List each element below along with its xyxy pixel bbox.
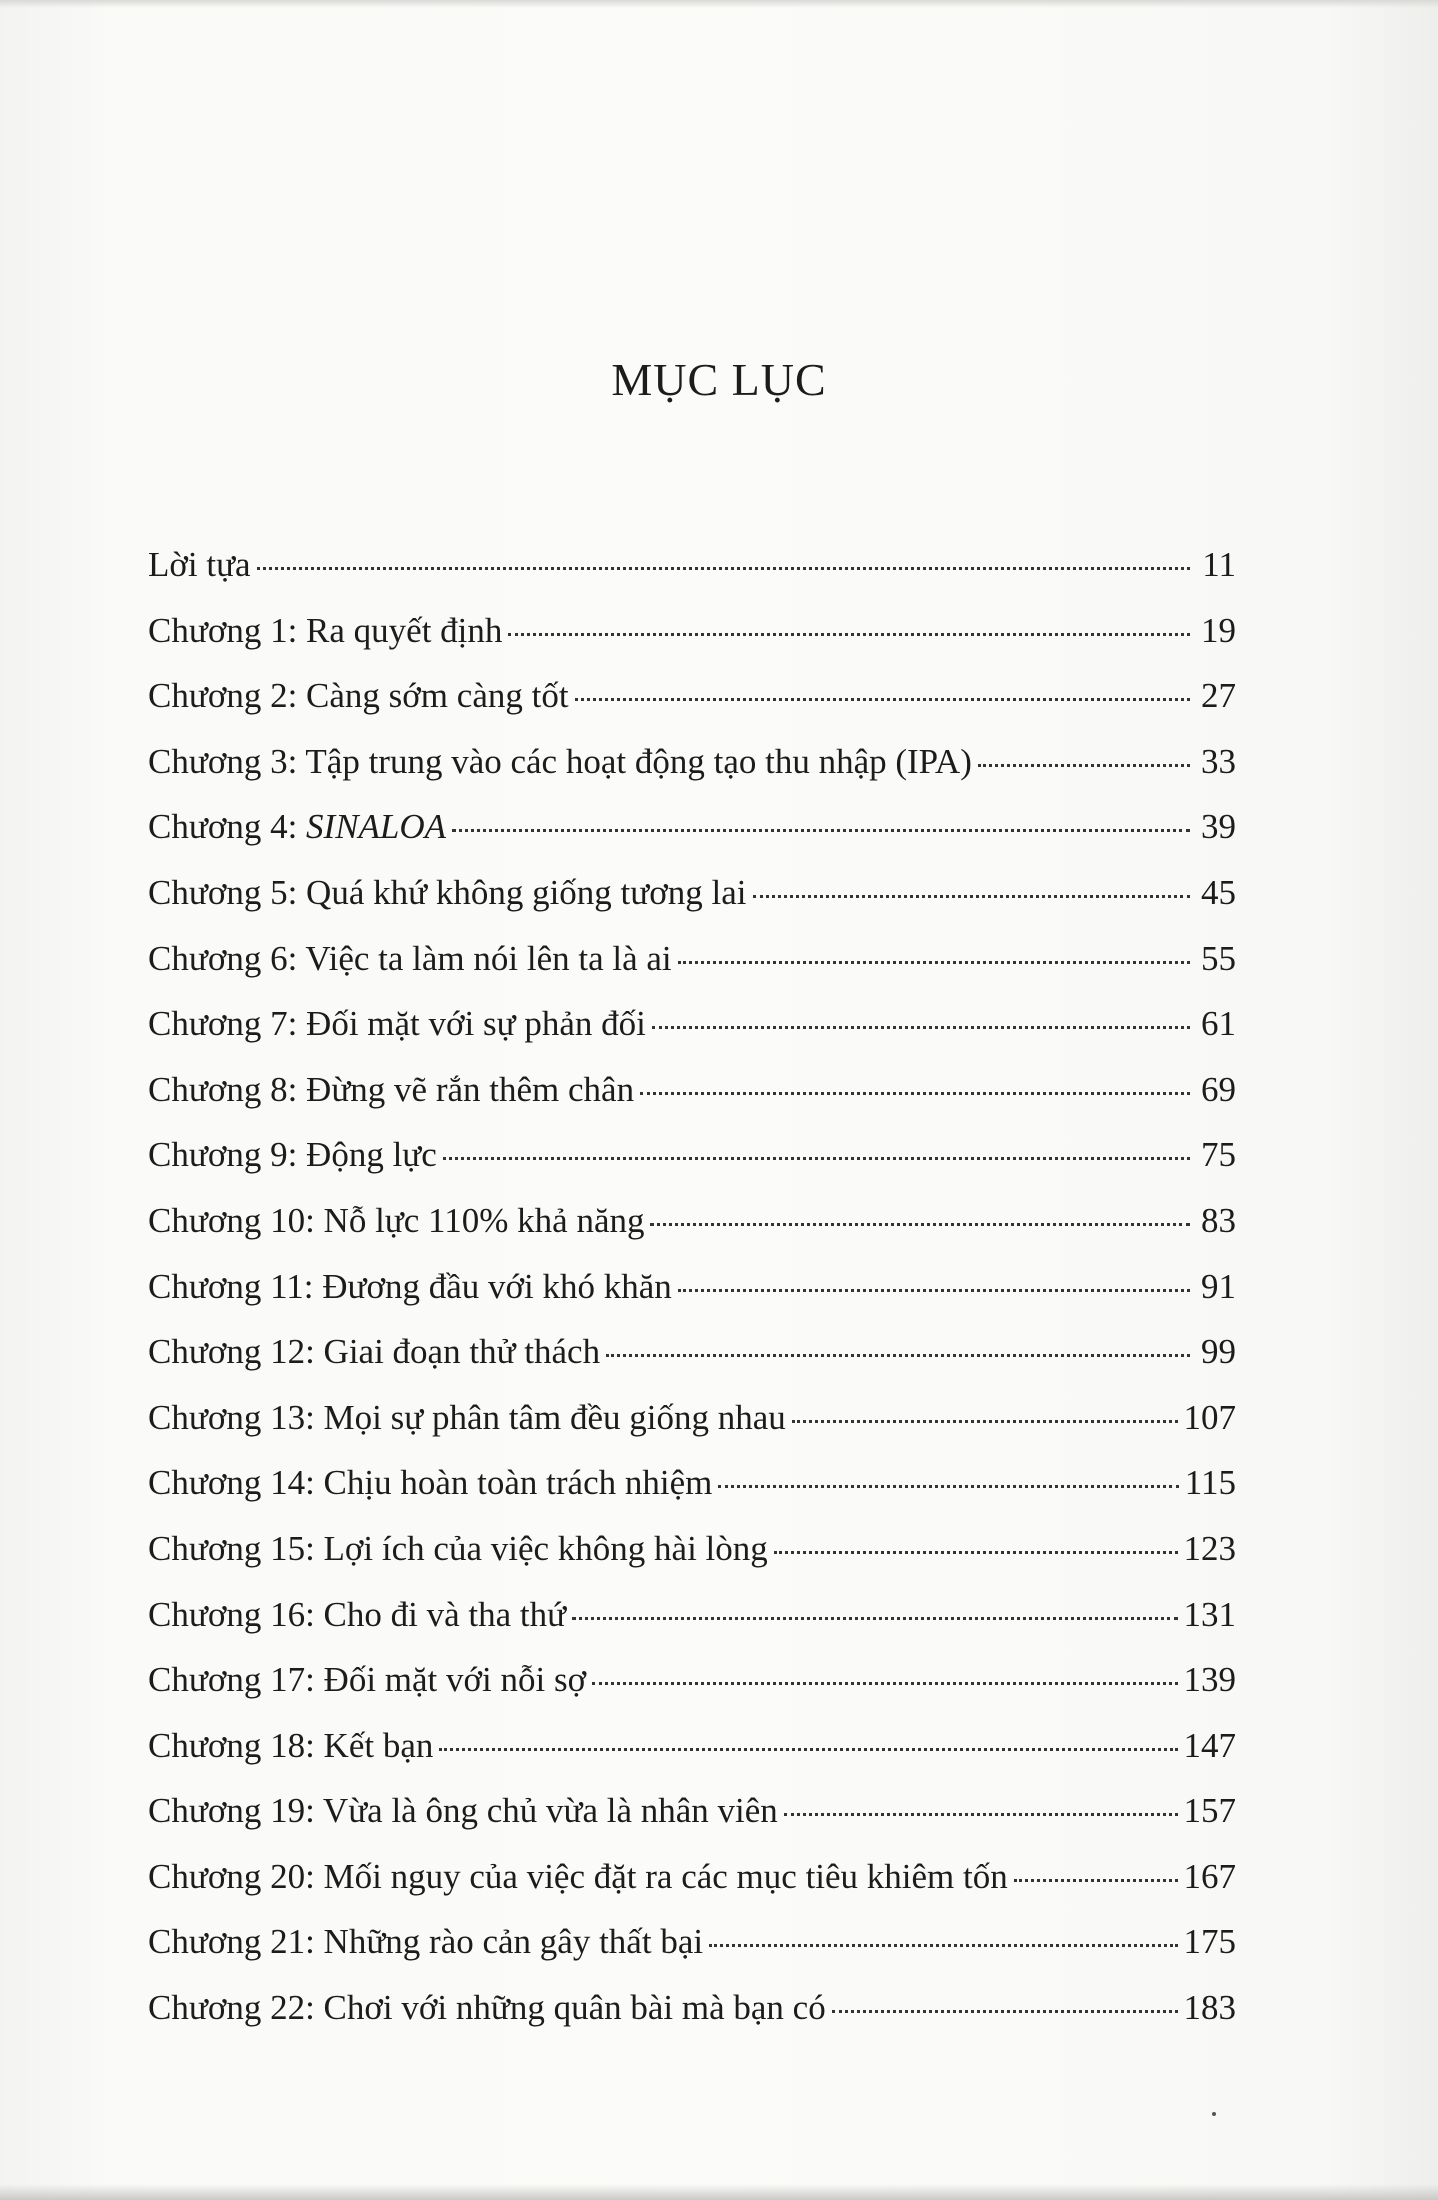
toc-entry-page: 131 — [1183, 1594, 1236, 1634]
dot-leader — [508, 633, 1190, 636]
toc-entry-page: 55 — [1201, 938, 1236, 978]
dot-leader — [257, 567, 1190, 570]
dot-leader — [606, 1354, 1190, 1357]
toc-entry-label: Chương 5: Quá khứ không giống tương lai — [148, 872, 747, 912]
toc-entry-label: Chương 2: Càng sớm càng tốt — [148, 676, 569, 716]
toc-entry-chapter-7 — [148, 991, 1236, 1057]
toc-entry-label: Chương 12: Giai đoạn thử thách — [148, 1332, 601, 1372]
toc-entry-chapter-12 — [148, 1319, 1236, 1385]
toc-entry-chapter-18 — [148, 1713, 1236, 1779]
dot-leader — [1014, 1879, 1178, 1882]
dot-leader — [678, 1289, 1190, 1292]
toc-entry-page: 19 — [1201, 610, 1236, 650]
toc-entry-label: Chương 17: Đối mặt với nỗi sợ — [148, 1660, 587, 1700]
toc-entry-chapter-19 — [148, 1778, 1236, 1844]
toc-entry-page: 83 — [1201, 1200, 1236, 1240]
toc-entry-page: 33 — [1201, 741, 1236, 781]
toc-entry-page: 107 — [1183, 1397, 1236, 1437]
toc-entry-label: Chương 6: Việc ta làm nói lên ta là ai — [148, 938, 672, 978]
toc-entry-page: 157 — [1183, 1791, 1236, 1831]
toc-entry-label: Chương 13: Mọi sự phân tâm đều giống nhau — [148, 1397, 786, 1437]
toc-entry-page: 99 — [1201, 1332, 1236, 1372]
toc-entry-label: Chương 15: Lợi ích của việc không hài lòng — [148, 1528, 768, 1568]
dot-leader — [753, 895, 1191, 898]
toc-entry-page: 183 — [1183, 1988, 1236, 2028]
toc-entry-label: Chương 8: Đừng vẽ rắn thêm chân — [148, 1069, 635, 1109]
toc-entry-page: 123 — [1183, 1528, 1236, 1568]
toc-entry-page: 11 — [1202, 545, 1236, 584]
dot-leader — [572, 1617, 1177, 1620]
toc-entry-label: Chương 20: Mối nguy của việc đặt ra các mục tiêu khiêm tốn — [148, 1856, 1008, 1896]
dot-leader — [439, 1748, 1177, 1751]
dot-leader — [640, 1092, 1190, 1095]
toc-entry-chapter-9 — [148, 1122, 1236, 1188]
toc-entry-page: 27 — [1201, 676, 1236, 716]
toc-entry-label: Chương 7: Đối mặt với sự phản đối — [148, 1004, 646, 1044]
page-bottom-shadow — [0, 2184, 1438, 2200]
dot-leader — [709, 1944, 1177, 1947]
toc-entry-chapter-15 — [148, 1516, 1236, 1582]
toc-entry-page: 39 — [1201, 807, 1236, 847]
toc-entry-page: 91 — [1201, 1266, 1236, 1306]
dot-leader — [452, 829, 1190, 832]
toc-entry-page: 61 — [1201, 1004, 1236, 1044]
toc-entry-chapter-6 — [148, 926, 1236, 992]
toc-entry-chapter-2 — [148, 663, 1236, 729]
toc-entry-label: Chương 3: Tập trung vào các hoạt động tạo thu nhập (IPA) — [148, 741, 972, 781]
page-title: MỤC LỤC — [611, 354, 827, 405]
toc-entry-chapter-3 — [148, 729, 1236, 795]
dot-leader — [575, 698, 1190, 701]
toc-entry-preface — [148, 532, 1236, 598]
toc-entry-label: Chương 11: Đương đầu với khó khăn — [148, 1266, 672, 1306]
toc-entry-chapter-20 — [148, 1844, 1236, 1910]
toc-entry-chapter-22 — [148, 1975, 1236, 2041]
dot-leader — [678, 961, 1190, 964]
dot-leader — [784, 1813, 1178, 1816]
toc-entry-label: Chương 1: Ra quyết định — [148, 610, 503, 650]
toc-entry-chapter-13 — [148, 1385, 1236, 1451]
dot-leader — [978, 764, 1190, 767]
toc-entry-page: 69 — [1201, 1069, 1236, 1109]
toc-entry-label: Chương 19: Vừa là ông chủ vừa là nhân viên — [148, 1791, 778, 1831]
toc-entry-chapter-21 — [148, 1909, 1236, 1975]
toc-entry-label: Chương 9: Động lực — [148, 1135, 437, 1175]
dot-leader — [443, 1157, 1190, 1160]
toc-entry-page: 167 — [1183, 1856, 1236, 1896]
page-top-shadow — [0, 0, 1438, 8]
dot-leader — [832, 2010, 1178, 2013]
toc-entry-label: Chương 14: Chịu hoàn toàn trách nhiệm — [148, 1463, 713, 1503]
dot-leader — [650, 1223, 1190, 1226]
dot-leader — [592, 1682, 1177, 1685]
toc-entry-chapter-8 — [148, 1057, 1236, 1123]
toc-entry-label: Chương 16: Cho đi và tha thứ — [148, 1594, 567, 1634]
toc-entry-page: 175 — [1183, 1922, 1236, 1962]
toc-entry-page: 75 — [1201, 1135, 1236, 1175]
toc-entry-chapter-5 — [148, 860, 1236, 926]
toc-entry-chapter-11 — [148, 1254, 1236, 1320]
toc-entry-label — [148, 794, 446, 860]
toc-entry-chapter-10 — [148, 1188, 1236, 1254]
toc-entry-label-prefix: Chương 4: — [148, 807, 307, 847]
toc-entry-label: Chương 10: Nỗ lực 110% khả năng — [148, 1200, 645, 1240]
ink-speck — [1212, 2112, 1216, 2116]
toc-entry-chapter-1 — [148, 598, 1236, 664]
dot-leader — [774, 1551, 1178, 1554]
table-of-contents — [148, 532, 1236, 2041]
toc-entry-chapter-14 — [148, 1450, 1236, 1516]
toc-entry-chapter-16 — [148, 1582, 1236, 1648]
toc-entry-label: Chương 22: Chơi với những quân bài mà bạn có — [148, 1988, 826, 2028]
toc-entry-label: Chương 21: Những rào cản gây thất bại — [148, 1922, 704, 1962]
toc-entry-page: 115 — [1184, 1463, 1236, 1503]
toc-entry-page: 45 — [1201, 872, 1236, 912]
dot-leader — [792, 1420, 1178, 1423]
toc-entry-label-italic: SINALOA — [306, 807, 447, 847]
toc-entry-label: Lời tựa — [148, 545, 251, 584]
dot-leader — [652, 1026, 1190, 1029]
toc-entry-chapter-17 — [148, 1647, 1236, 1713]
dot-leader — [718, 1485, 1178, 1488]
toc-entry-label: Chương 18: Kết bạn — [148, 1725, 434, 1765]
toc-entry-page: 139 — [1183, 1660, 1236, 1700]
toc-entry-chapter-4 — [148, 794, 1236, 860]
toc-entry-page: 147 — [1183, 1725, 1236, 1765]
